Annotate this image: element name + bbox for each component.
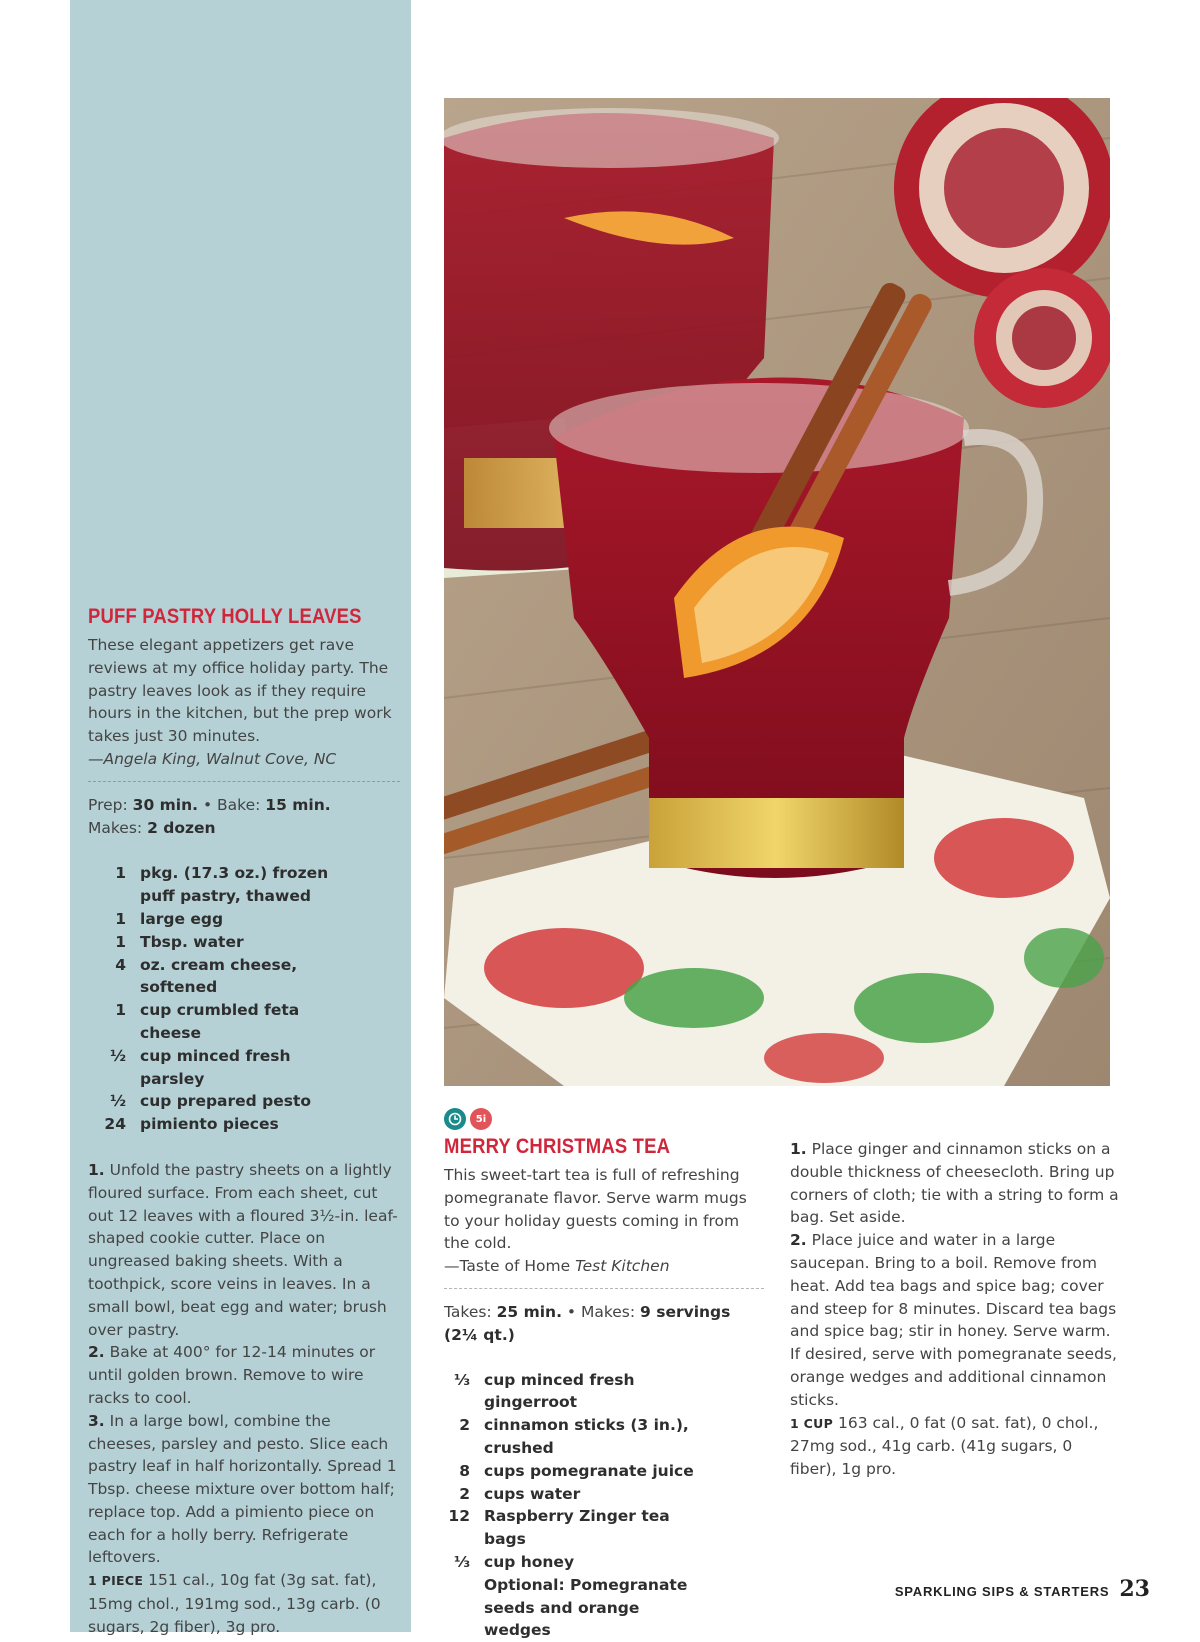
ingredient-text: cups water	[484, 1484, 581, 1503]
ingredient-item	[88, 999, 400, 1045]
ingredient-item	[88, 954, 400, 1000]
recipe-merry-christmas-tea	[444, 1134, 764, 1642]
nutrition-label: 1 CUP	[790, 1415, 834, 1431]
ingredient-item	[88, 1090, 400, 1113]
ingredient-item	[88, 862, 400, 908]
step-text: Bake at 400° for 12-14 minutes or until golden brown. Remove to wire racks to cool.	[88, 1343, 376, 1407]
ingredient-text: cups pomegranate juice	[484, 1461, 694, 1480]
step-number: 1.	[88, 1160, 105, 1179]
ingredient-text: cinnamon sticks (3 in.), crushed	[484, 1416, 689, 1457]
ingredient-text: Tbsp. water	[140, 932, 244, 951]
ingredient-text: cup minced fresh gingerroot	[484, 1370, 635, 1412]
ingredient-list	[444, 1369, 764, 1642]
step-text: Place ginger and cinnamon sticks on a double thickness of cheesecloth. Bring up corners of cloth; tie with a string to form a bag. Set aside.	[790, 1140, 1119, 1227]
ingredient-item	[88, 931, 400, 954]
page-footer	[895, 1576, 1150, 1602]
ingredient-text: pimiento pieces	[140, 1115, 279, 1134]
ingredient-text: cup crumbled feta cheese	[140, 1001, 300, 1042]
makes-label: • Makes:	[566, 1302, 636, 1321]
divider	[88, 781, 400, 782]
takes-label: Takes:	[444, 1302, 492, 1321]
recipe-title: PUFF PASTRY HOLLY LEAVES	[88, 605, 362, 628]
ingredient-item	[444, 1505, 764, 1551]
byline-italic: Test Kitchen	[575, 1257, 670, 1276]
nutrition-text: 151 cal., 10g fat (3g sat. fat), 15mg chol., 191mg sod., 13g carb. (0 sugars, 2g fiber), 3g pro.	[88, 1571, 381, 1636]
direction-step	[790, 1138, 1120, 1229]
ingredient-qty: 8	[459, 1461, 470, 1480]
tea-photo	[444, 98, 1110, 1086]
direction-step	[88, 1159, 400, 1341]
tea-directions-column	[790, 1138, 1120, 1481]
ingredient-text: pkg. (17.3 oz.) frozen puff pastry, thawed	[140, 864, 329, 906]
byline: —Angela King, Walnut Cove, NC	[88, 749, 337, 768]
five-ingredient-badge: 5i	[470, 1108, 492, 1130]
nutrition-info	[790, 1412, 1120, 1481]
section-name: SPARKLING SIPS & STARTERS	[894, 1584, 1110, 1599]
intro-text: These elegant appetizers get rave reviews at my office holiday party. The pastry leaves look as if they require hours in the kitchen, but the prep work takes just 30 minutes.	[88, 636, 392, 746]
ingredient-text: Raspberry Zinger tea bags	[484, 1507, 670, 1549]
clock-icon	[444, 1108, 466, 1130]
ingredient-qty: 2	[459, 1484, 470, 1503]
directions	[790, 1138, 1120, 1412]
makes-label: Makes:	[88, 818, 143, 837]
ingredient-qty: 1	[115, 1001, 126, 1020]
gold-band	[649, 798, 904, 868]
ingredient-item	[88, 908, 400, 931]
ingredient-item	[444, 1460, 764, 1483]
recipe-meta	[88, 794, 400, 840]
step-number: 1.	[790, 1140, 807, 1158]
ingredient-item	[88, 1045, 400, 1091]
ingredient-item	[444, 1551, 764, 1574]
ingredient-qty: 1	[115, 932, 126, 951]
ingredient-item	[88, 1113, 400, 1136]
ingredient-text: Optional: Pomegranate seeds and orange wedges	[484, 1575, 688, 1640]
recipe-puff-pastry	[88, 604, 400, 1639]
ingredient-qty: 24	[104, 1115, 126, 1134]
ingredient-list	[88, 862, 400, 1136]
prep-label: Prep:	[88, 795, 128, 814]
ingredient-item	[444, 1414, 764, 1460]
direction-step	[88, 1410, 400, 1570]
bake-value: 15 min.	[265, 795, 331, 814]
byline-plain: —Taste of Home	[444, 1257, 576, 1276]
ingredient-qty: 12	[448, 1507, 470, 1526]
makes-value: 2 dozen	[147, 818, 216, 837]
ingredient-qty: 1	[115, 864, 126, 883]
ingredient-qty: ⅓	[453, 1552, 470, 1571]
step-number: 3.	[88, 1411, 105, 1430]
nutrition-info	[88, 1569, 400, 1638]
step-number: 2.	[88, 1343, 105, 1362]
ingredient-text: cup honey	[484, 1552, 575, 1571]
ingredient-text: large egg	[140, 909, 224, 928]
bake-label: • Bake:	[202, 795, 261, 814]
recipe-intro	[444, 1164, 764, 1278]
nutrition-text: 163 cal., 0 fat (0 sat. fat), 0 chol., 27mg sod., 41g carb. (41g sugars, 0 fiber), 1g pro.	[790, 1413, 1099, 1479]
divider	[444, 1288, 764, 1289]
ingredient-text: cup minced fresh parsley	[140, 1046, 291, 1088]
page-number: 23	[1119, 1576, 1150, 1602]
ingredient-qty: 1	[115, 909, 126, 928]
ingredient-qty: 4	[115, 955, 126, 974]
direction-step	[88, 1341, 400, 1409]
step-text: Place juice and water in a large saucepan. Bring to a boil. Remove from heat. Add tea bags and spice bag; cover and steep for 8 minutes. Discard tea bags and spice bag; stir in honey. Serve warm. If desired, serve with pomegranate seeds, orange wedges and additional cinnamon sticks.	[790, 1231, 1117, 1409]
tea-illustration	[444, 98, 1110, 1086]
recipe-meta	[444, 1301, 764, 1347]
makes-value: 9 servings (2¼ qt.)	[444, 1302, 731, 1344]
step-number: 2.	[790, 1231, 807, 1250]
directions	[88, 1159, 400, 1569]
ingredient-qty: ½	[109, 1046, 126, 1065]
step-text: Unfold the pastry sheets on a lightly floured surface. From each sheet, cut out 12 leaves with a floured 3½-in. leaf-shaped cookie cutter. Place on ungreased baking sheets. With a toothpick, score veins in leaves. In a small bowl, beat egg and water; brush over pastry.	[88, 1160, 398, 1339]
ingredient-qty: ⅓	[453, 1370, 470, 1389]
ingredient-item	[444, 1483, 764, 1506]
ingredient-qty: 2	[459, 1416, 470, 1435]
direction-step	[790, 1229, 1120, 1411]
recipe-title: MERRY CHRISTMAS TEA	[444, 1135, 671, 1158]
ingredient-item	[444, 1369, 764, 1415]
prep-value: 30 min.	[132, 795, 199, 814]
ingredient-text: oz. cream cheese, softened	[140, 955, 298, 997]
takes-value: 25 min.	[496, 1302, 562, 1321]
recipe-badges	[444, 1108, 492, 1130]
ingredient-text: cup prepared pesto	[140, 1092, 312, 1111]
nutrition-label: 1 PIECE	[88, 1573, 144, 1589]
recipe-intro	[88, 634, 400, 771]
intro-text: This sweet-tart tea is full of refreshing pomegranate flavor. Serve warm mugs to your holiday guests coming in from the cold.	[444, 1166, 747, 1253]
ingredient-qty: ½	[109, 1092, 126, 1111]
step-text: In a large bowl, combine the cheeses, parsley and pesto. Slice each pastry leaf in half horizontally. Spread 1 Tbsp. cheese mixture over bottom half; replace top. Add a pimiento piece on each for a holly berry. Refrigerate leftovers.	[88, 1411, 397, 1567]
